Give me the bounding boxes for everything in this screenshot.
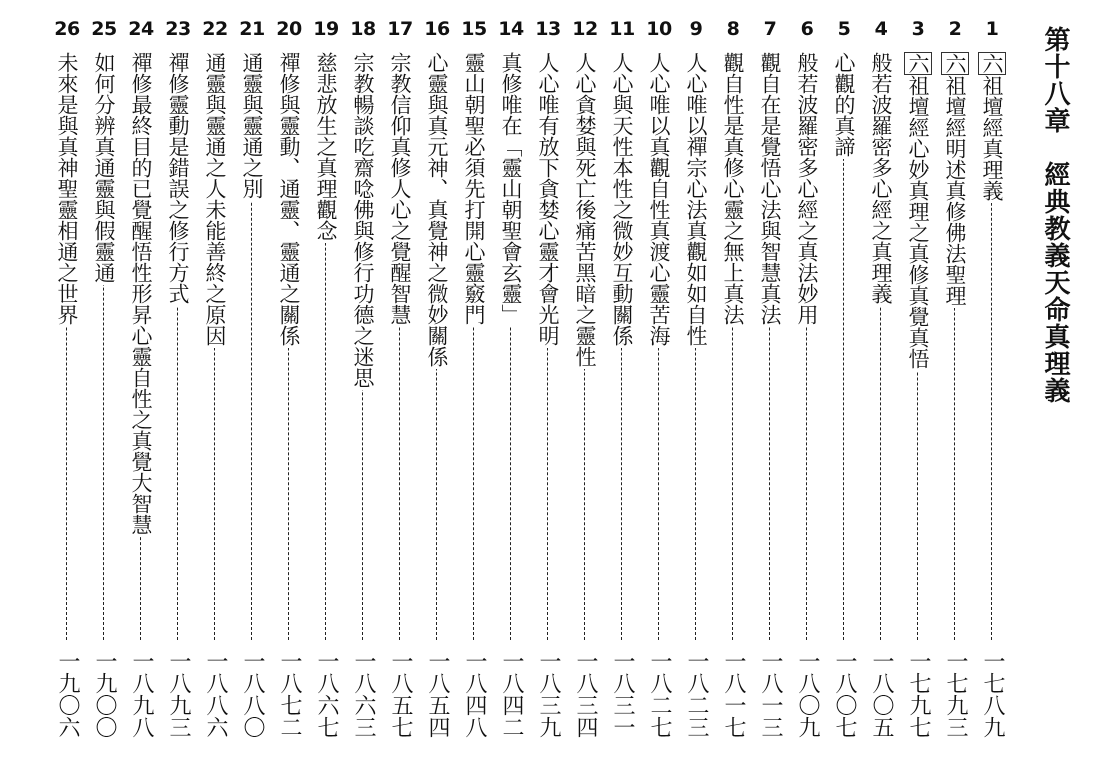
entry-title: [50, 52, 84, 327]
toc-entry[interactable]: [531, 4, 565, 764]
toc-entry[interactable]: [864, 4, 898, 764]
entry-number: 13: [535, 17, 561, 40]
entry-page-number: 一七八九: [975, 650, 1009, 738]
entry-title-text: 般若波羅密多心經之真理義: [869, 51, 893, 304]
entry-number: 16: [424, 17, 450, 40]
entry-page-number: 一七九七: [901, 650, 935, 738]
toc-entry[interactable]: [383, 4, 417, 764]
entry-title-text: 人心與天性本性之微妙互動關係: [610, 51, 634, 346]
entry-title: [864, 52, 898, 306]
boxed-character: 六: [906, 52, 930, 74]
entry-page-number: 一八九三: [161, 650, 195, 738]
entry-title-text: 心觀的真諦: [832, 51, 856, 157]
entry-title: [938, 52, 972, 308]
entry-title-text: 祖壇經真理義: [980, 74, 1004, 201]
entry-title: [124, 52, 158, 537]
entry-page-number: 一八三一: [605, 650, 639, 738]
toc-entry[interactable]: [272, 4, 306, 764]
entry-number: 18: [350, 17, 376, 40]
entry-title-text: 祖壇經明述真修佛法聖理: [943, 74, 967, 306]
entry-title: [753, 52, 787, 327]
entry-page-number: 一八四八: [457, 650, 491, 738]
toc-entry[interactable]: [198, 4, 232, 764]
toc-entry[interactable]: [901, 4, 935, 764]
entry-title: [901, 52, 935, 371]
chapter-title: 第十八章 經典教義天命真理義: [1040, 26, 1070, 404]
toc-entry[interactable]: [50, 4, 84, 764]
entry-page-number: 一八六七: [309, 650, 343, 738]
entry-title-text: 禪修最終目的已覺醒悟性形昇心靈自性之真覺大智慧: [129, 51, 153, 535]
entry-page-number: 一九〇六: [50, 650, 84, 738]
entry-title: [272, 52, 306, 348]
entry-title: [420, 52, 454, 369]
entry-page-number: 一八六三: [346, 650, 380, 738]
entry-title: [346, 52, 380, 390]
entry-title-text: 真修唯在「靈山朝聖會玄靈」: [499, 51, 523, 325]
entry-title: [790, 52, 824, 327]
toc-entry[interactable]: [679, 4, 713, 764]
entry-title: [457, 52, 491, 327]
entry-page-number: 一八三四: [568, 650, 602, 738]
toc-entry[interactable]: [457, 4, 491, 764]
boxed-character: 六: [943, 52, 967, 74]
toc-entry[interactable]: [420, 4, 454, 764]
entry-number: 24: [128, 17, 154, 40]
entry-title-text: 慈悲放生之真理觀念: [314, 51, 338, 241]
entry-page-number: 一七九三: [938, 650, 972, 738]
entry-page-number: 一八八六: [198, 650, 232, 738]
entry-page-number: 一八〇五: [864, 650, 898, 738]
entry-page-number: 一八五七: [383, 650, 417, 738]
entry-page-number: 一九〇〇: [87, 650, 121, 738]
entry-number: 11: [609, 17, 635, 40]
entry-title: [198, 52, 232, 348]
entry-page-number: 一八二三: [679, 650, 713, 738]
entry-number: 7: [763, 17, 777, 40]
entry-number: 17: [387, 17, 413, 40]
entry-number: 8: [726, 17, 740, 40]
toc-entry[interactable]: [87, 4, 121, 764]
toc-entry[interactable]: [790, 4, 824, 764]
entry-title-text: 如何分辨真通靈與假靈通: [92, 51, 116, 283]
entry-number: 1: [985, 17, 999, 40]
entry-page-number: 一八〇七: [827, 650, 861, 738]
entry-number: 10: [646, 17, 672, 40]
entry-number: 20: [276, 17, 302, 40]
entry-page-number: 一八五四: [420, 650, 454, 738]
entry-number: 9: [689, 17, 703, 40]
toc-entry[interactable]: [938, 4, 972, 764]
entry-title: [568, 52, 602, 369]
entry-title: [87, 52, 121, 285]
entry-number: 23: [165, 17, 191, 40]
boxed-character: 六: [980, 52, 1004, 74]
toc-entry[interactable]: [124, 4, 158, 764]
toc-entry[interactable]: [753, 4, 787, 764]
entry-number: 5: [837, 17, 851, 40]
entry-page-number: 一八一七: [716, 650, 750, 738]
entry-title: [605, 52, 639, 348]
entry-title-text: 人心唯以禪宗心法真觀如如自性: [684, 51, 708, 346]
entry-title-text: 未來是與真神聖靈相通之世界: [55, 51, 79, 325]
entry-title: [383, 52, 417, 327]
entry-number: 26: [54, 17, 80, 40]
entry-page-number: 一八四二: [494, 650, 528, 738]
toc-entry[interactable]: [494, 4, 528, 764]
toc-entry[interactable]: [568, 4, 602, 764]
entry-number: 21: [239, 17, 265, 40]
entry-title: [531, 52, 565, 348]
entry-title: [161, 52, 195, 306]
entry-number: 4: [874, 17, 888, 40]
entry-page-number: 一八九八: [124, 650, 158, 738]
entry-title-text: 祖壇經心妙真理之真修真覺真悟: [906, 74, 930, 369]
entry-title-text: 觀自在是覺悟心法與智慧真法: [758, 51, 782, 325]
entry-title-text: 禪修靈動是錯誤之修行方式: [166, 51, 190, 304]
toc-entry[interactable]: [975, 4, 1009, 764]
entry-title: [716, 52, 750, 327]
entry-number: 25: [91, 17, 117, 40]
entry-title-text: 禪修與靈動、通靈、靈通之關係: [277, 51, 301, 346]
entry-page-number: 一八一三: [753, 650, 787, 738]
entry-number: 15: [461, 17, 487, 40]
entry-title: [827, 52, 861, 159]
toc-entry[interactable]: [161, 4, 195, 764]
toc-entry[interactable]: [642, 4, 676, 764]
entry-title-text: 通靈與靈通之人未能善終之原因: [203, 51, 227, 346]
entry-title-text: 宗教信仰真修人心之覺醒智慧: [388, 51, 412, 325]
toc-entry[interactable]: [235, 4, 269, 764]
entry-title-text: 宗教暢談吃齋唸佛與修行功德之迷思: [351, 51, 375, 388]
entry-title-text: 人心貪婪與死亡後痛苦黑暗之靈性: [573, 51, 597, 367]
entry-number: 19: [313, 17, 339, 40]
entry-title: [309, 52, 343, 243]
entry-number: 6: [800, 17, 814, 40]
entry-number: 2: [948, 17, 962, 40]
entry-title-text: 觀自性是真修心靈之無上真法: [721, 51, 745, 325]
entry-title: [642, 52, 676, 348]
entry-number: 12: [572, 17, 598, 40]
entry-title: [975, 52, 1009, 203]
entry-title-text: 般若波羅密多心經之真法妙用: [795, 51, 819, 325]
entry-title: [235, 52, 269, 201]
entry-number: 14: [498, 17, 524, 40]
entry-title-text: 人心唯以真觀自性真渡心靈苦海: [647, 51, 671, 346]
entry-page-number: 一八七二: [272, 650, 306, 738]
entry-page-number: 一八八〇: [235, 650, 269, 738]
entry-title-text: 人心唯有放下貪婪心靈才會光明: [536, 51, 560, 346]
toc-entry[interactable]: [346, 4, 380, 764]
entry-page-number: 一八〇九: [790, 650, 824, 738]
entry-number: 3: [911, 17, 925, 40]
entry-page-number: 一八三九: [531, 650, 565, 738]
toc-entry[interactable]: [827, 4, 861, 764]
entry-title: [494, 52, 528, 327]
entry-title: [679, 52, 713, 348]
toc-entry[interactable]: [309, 4, 343, 764]
toc-entry[interactable]: [716, 4, 750, 764]
toc-entry[interactable]: [605, 4, 639, 764]
entry-title-text: 心靈與真元神、真覺神之微妙關係: [425, 51, 449, 367]
entry-number: 22: [202, 17, 228, 40]
entry-page-number: 一八二七: [642, 650, 676, 738]
entry-title-text: 通靈與靈通之別: [240, 51, 264, 199]
entry-title-text: 靈山朝聖必須先打開心靈竅門: [462, 51, 486, 325]
